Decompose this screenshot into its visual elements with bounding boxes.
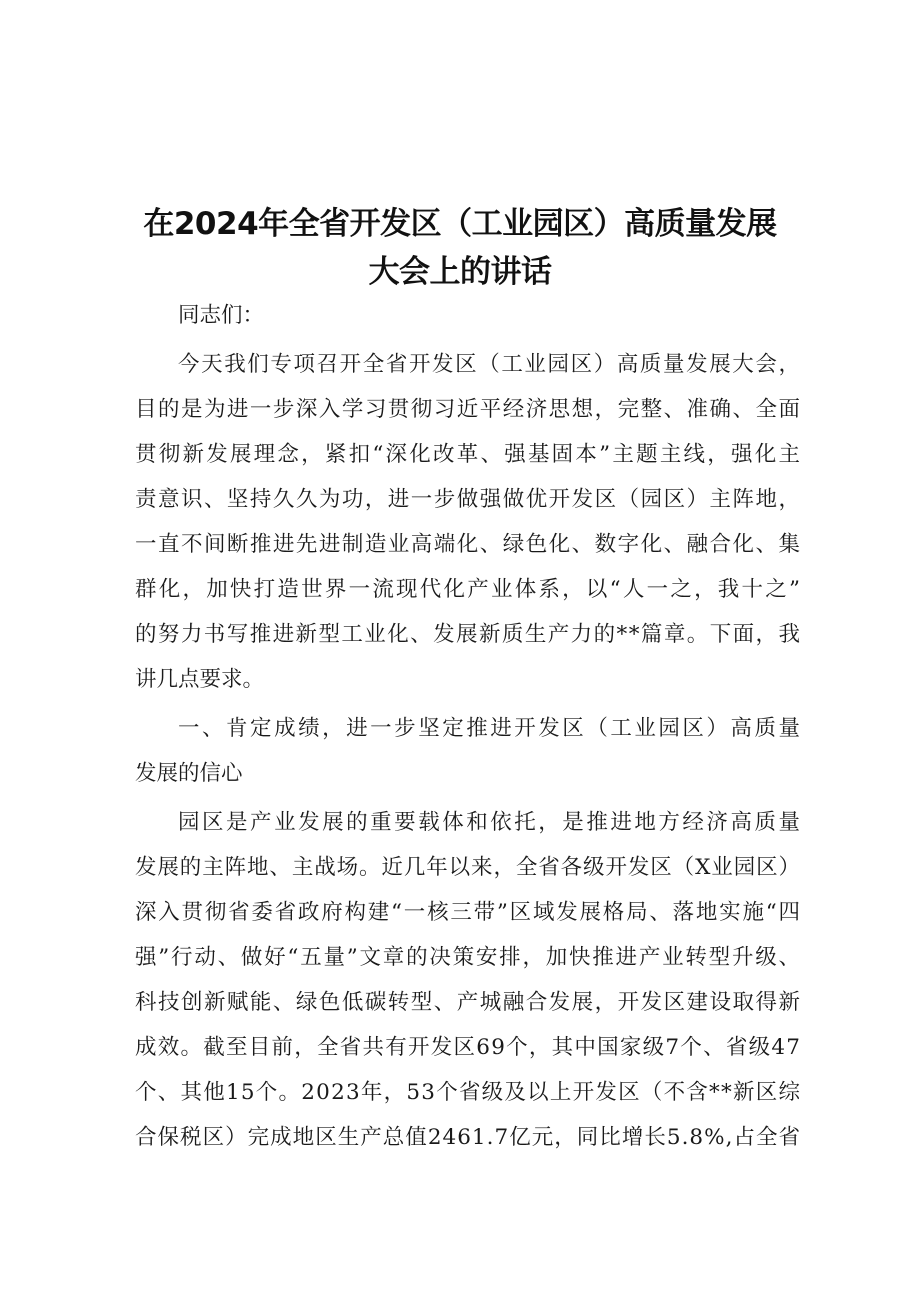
paragraph-line: 合保税区）完成地区生产总值2461.7亿元，同比增长5.8%,占全省 bbox=[135, 1125, 802, 1150]
document-title-line-2: 大会上的讲话 bbox=[368, 254, 552, 290]
paragraph-line: 群化，加快打造世界一流现代化产业体系，以“人一之，我十之” bbox=[135, 577, 803, 602]
paragraph-line: 科技创新赋能、绿色低碳转型、产城融合发展，开发区建设取得新 bbox=[135, 990, 802, 1015]
paragraph-line: 成效。截至目前，全省共有开发区69个，其中国家级7个、省级47 bbox=[135, 1035, 802, 1060]
paragraph-line: 今天我们专项召开全省开发区（工业园区）高质量发展大会， bbox=[178, 352, 802, 377]
paragraph-line: 责意识、坚持久久为功，进一步做强做优开发区（园区）主阵地， bbox=[135, 487, 802, 512]
salutation: 同志们： bbox=[178, 303, 265, 328]
document-title-line-1: 在2024年全省开发区（工业园区）高质量发展 bbox=[143, 206, 777, 242]
paragraph-line: 强”行动、做好“五量”文章的决策安排，加快推进产业转型升级、 bbox=[135, 945, 802, 970]
paragraph-line: 个、其他15个。2023年，53个省级及以上开发区（不含**新区综 bbox=[135, 1080, 802, 1105]
section-heading-line: 发展的信心 bbox=[135, 761, 243, 786]
section-heading-line: 一、肯定成绩，进一步坚定推进开发区（工业园区）高质量 bbox=[178, 716, 803, 741]
paragraph-line: 贯彻新发展理念，紧扣“深化改革、强基固本”主题主线，强化主 bbox=[135, 442, 803, 467]
paragraph-line: 发展的主阵地、主战场。近几年以来，全省各级开发区（X业园区） bbox=[135, 855, 801, 880]
paragraph-line: 讲几点要求。 bbox=[135, 667, 265, 692]
paragraph-line: 一直不间断推进先进制造业高端化、绿色化、数字化、融合化、集 bbox=[135, 532, 802, 557]
paragraph-line: 深入贯彻省委省政府构建“一核三带”区域发展格局、落地实施“四 bbox=[135, 900, 802, 925]
paragraph-line: 园区是产业发展的重要载体和依托，是推进地方经济高质量 bbox=[178, 810, 803, 835]
paragraph-line: 的努力书写推进新型工业化、发展新质生产力的**篇章。下面，我 bbox=[135, 622, 802, 647]
paragraph-line: 目的是为进一步深入学习贯彻习近平经济思想，完整、准确、全面 bbox=[135, 397, 802, 422]
